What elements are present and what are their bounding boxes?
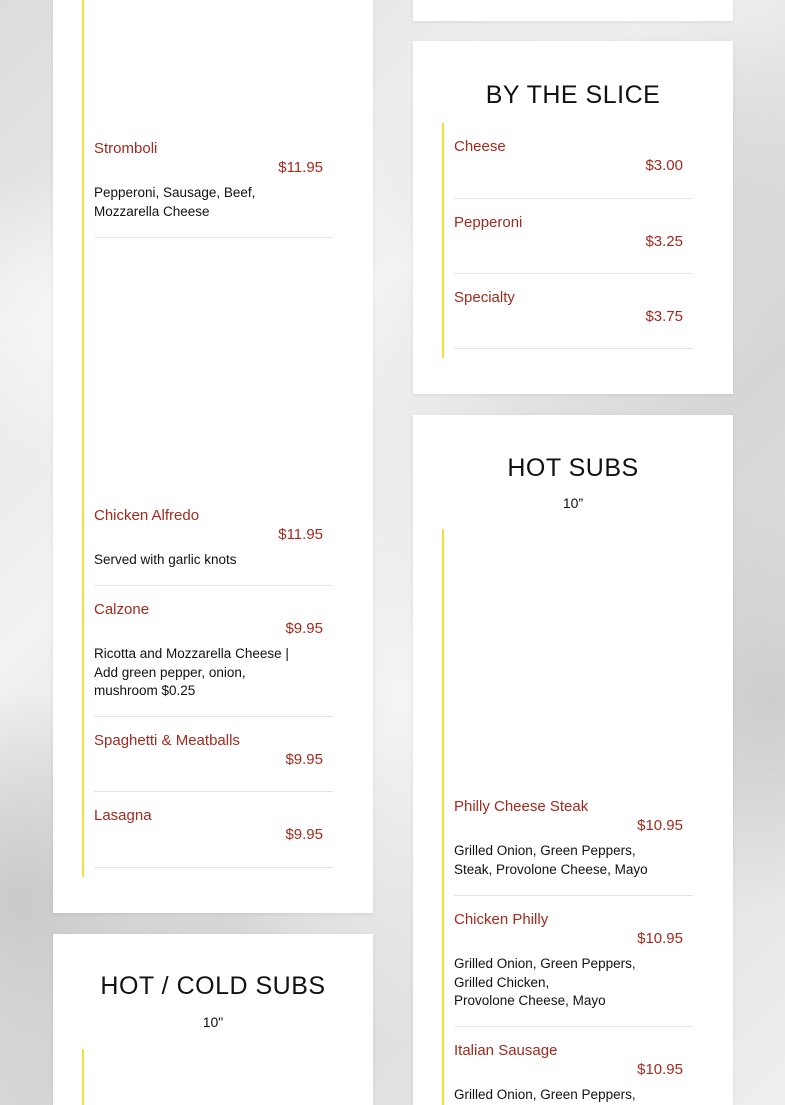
desc-line: Provolone Cheese, Mayo: [454, 993, 606, 1008]
item-price: $9.95: [285, 751, 323, 768]
desc-line: Pepperoni, Sausage, Beef,: [94, 185, 256, 200]
item-price: $3.00: [645, 157, 683, 174]
menu-item-philly-cheese-steak: [454, 798, 693, 896]
menu-item-specialty-slice: [454, 289, 693, 349]
item-name: Philly Cheese Steak: [454, 798, 589, 815]
desc-line: Grilled Chicken,: [454, 974, 550, 990]
section-title: BY THE SLICE: [485, 81, 661, 109]
desc-line: Grilled Onion, Green Peppers,: [454, 956, 636, 971]
desc-line: Mozzarella Cheese: [94, 203, 210, 219]
menu-item-lasagna: [94, 807, 333, 868]
item-description: [94, 184, 255, 221]
accent-line: [442, 529, 444, 1105]
item-price: $3.75: [645, 308, 683, 325]
desc-line: Grilled Onion, Green Peppers,: [454, 1087, 636, 1102]
menu-item-stromboli: [94, 140, 333, 238]
item-price: $10.95: [637, 817, 683, 834]
menu-item-chicken-philly: [454, 911, 693, 1027]
accent-line: [82, 0, 84, 877]
desc-line: Steak, Provolone Cheese, Mayo: [454, 861, 648, 877]
item-name: Pepperoni: [454, 214, 523, 231]
item-price: $10.95: [637, 1061, 683, 1078]
menu-item-italian-sausage: [454, 1042, 693, 1105]
item-description: [454, 955, 636, 1011]
desc-line: mushroom $0.25: [94, 683, 196, 698]
item-name: Italian Sausage: [454, 1042, 558, 1059]
item-name: Spaghetti & Meatballs: [94, 732, 240, 749]
item-description: [454, 1086, 636, 1105]
item-price: $9.95: [285, 620, 323, 637]
item-name: Lasagna: [94, 807, 152, 824]
item-name: Chicken Philly: [454, 911, 549, 928]
item-price: $3.25: [645, 233, 683, 250]
desc-line: Add green pepper, onion,: [94, 664, 246, 680]
item-price: $11.95: [278, 526, 323, 543]
menu-card-hot-cold-subs: [53, 934, 373, 1105]
item-name: Chicken Alfredo: [94, 507, 200, 524]
item-description: [454, 842, 648, 879]
item-description: [94, 645, 289, 701]
section-subtitle: 10”: [562, 495, 584, 511]
menu-card-top-right: [413, 0, 733, 21]
menu-item-spaghetti-meatballs: [94, 732, 333, 792]
menu-item-calzone: [94, 601, 333, 717]
item-price: $10.95: [637, 930, 683, 947]
item-price: $11.95: [278, 159, 323, 176]
item-name: Calzone: [94, 601, 150, 618]
desc-line: Ricotta and Mozzarella Cheese |: [94, 646, 289, 661]
menu-item-chicken-alfredo: [94, 507, 333, 586]
item-name: Cheese: [454, 138, 506, 155]
item-name: Specialty: [454, 289, 515, 306]
accent-line: [442, 123, 444, 358]
desc-line: Grilled Onion, Green Peppers,: [454, 843, 636, 858]
menu-card-left: [53, 0, 373, 913]
menu-item-cheese-slice: [454, 138, 693, 199]
menu-card-hot-subs: [413, 415, 733, 1105]
accent-line: [82, 1049, 84, 1105]
item-price: $9.95: [285, 826, 323, 843]
menu-item-pepperoni-slice: [454, 214, 693, 274]
section-title: HOT / COLD SUBS: [100, 972, 326, 1000]
item-description: [94, 551, 237, 570]
section-subtitle: 10": [202, 1014, 224, 1030]
section-title: HOT SUBS: [507, 454, 639, 482]
item-name: Stromboli: [94, 140, 158, 157]
desc-line: Served with garlic knots: [94, 552, 237, 567]
menu-card-by-the-slice: [413, 41, 733, 394]
